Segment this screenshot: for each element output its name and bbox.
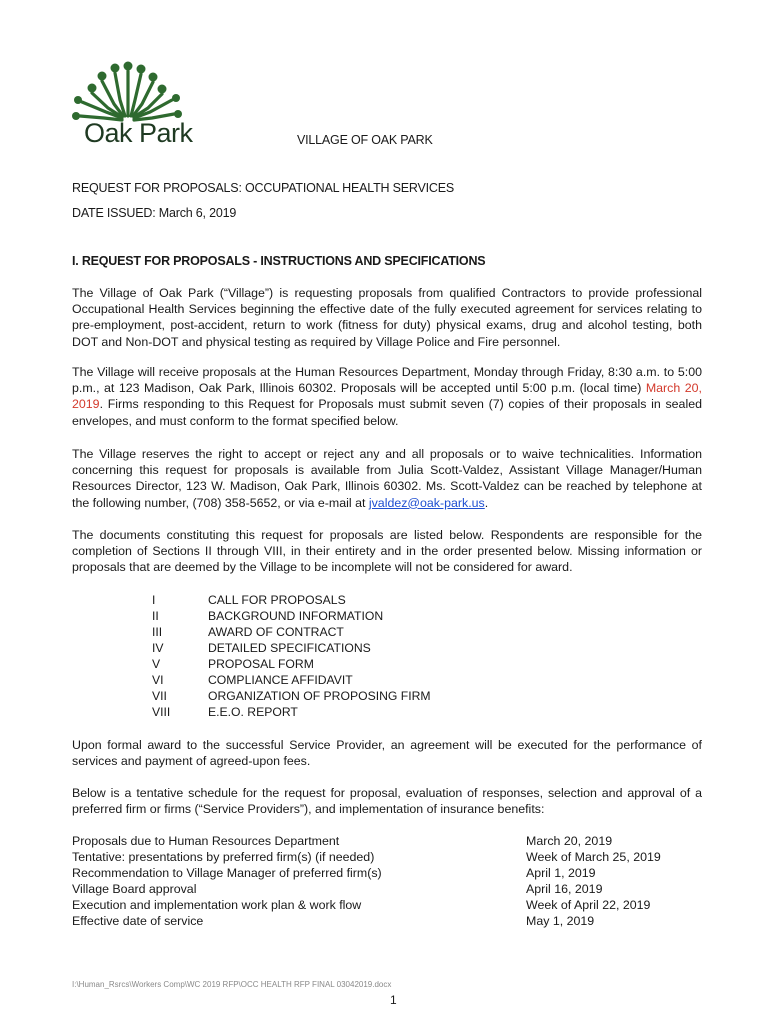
documents-paragraph: The documents constituting this request for proposals are listed below. Respondents are responsible for the completion of Sections II through VIII, in their entirety and in the order presented below. Missing information or proposals that are deemed by the Village to be incomplete will not be considered for award.	[72, 528, 702, 575]
list-item-number: III	[152, 625, 163, 639]
list-item-number: VII	[152, 689, 167, 703]
schedule-task: Execution and implementation work plan & work flow	[72, 898, 362, 912]
schedule-date: April 1, 2019	[526, 866, 596, 880]
list-item-title: BACKGROUND INFORMATION	[208, 609, 384, 623]
schedule-intro-paragraph: Below is a tentative schedule for the request for proposal, evaluation of responses, selection and approval of a preferred firm or firms (“Service Providers”), and implementation of insurance benefits:	[72, 786, 702, 817]
schedule-date: March 20, 2019	[526, 834, 613, 848]
footer-file-path: I:\Human_Rsrcs\Workers Comp\WC 2019 RFP\OCC HEALTH RFP FINAL 03042019.docx	[72, 980, 392, 989]
list-item-title: AWARD OF CONTRACT	[208, 625, 344, 639]
list-item	[152, 656, 472, 672]
schedule-date: May 1, 2019	[526, 914, 595, 928]
table-row	[72, 849, 692, 865]
schedule-task: Recommendation to Village Manager of preferred firm(s)	[72, 866, 382, 880]
schedule-task: Tentative: presentations by preferred firm(s) (if needed)	[72, 850, 375, 864]
list-item-number: VI	[152, 673, 164, 687]
deadline-date: March 20, 2019	[72, 381, 702, 412]
list-item	[152, 672, 472, 688]
intro-paragraph: The Village of Oak Park (“Village”) is requesting proposals from qualified Contractors to provide professional Occupational Health Services beginning the effective date of the fully executed agreement for services relating to pre-employment, post-accident, return to work (fitness for duty) physical exams, drug and alcohol testing, both DOT and Non-DOT and physical testing as required by Village Police and Fire personnel.	[72, 286, 702, 349]
list-item-title: COMPLIANCE AFFIDAVIT	[208, 673, 353, 687]
list-item	[152, 624, 472, 640]
contact-text-b: .	[484, 495, 489, 510]
schedule-date: Week of April 22, 2019	[526, 898, 651, 912]
village-title: VILLAGE OF OAK PARK	[297, 133, 433, 147]
schedule-task: Village Board approval	[72, 882, 197, 896]
contact-email-link[interactable]: jvaldez@oak-park.us	[368, 495, 485, 510]
schedule-task: Proposals due to Human Resources Department	[72, 834, 340, 848]
schedule-table	[72, 833, 692, 929]
submission-text-a: The Village will receive proposals at the Human Resources Department, Monday through Friday, 8:30 a.m. to 5:00 p.m., at 123 Madison, Oak Park, Illinois 60302. Proposals will be accepted until 5:00 p.m. (local time)	[72, 365, 702, 396]
table-row	[72, 913, 692, 929]
list-item-title: CALL FOR PROPOSALS	[208, 593, 346, 607]
list-item-title: ORGANIZATION OF PROPOSING FIRM	[208, 689, 431, 703]
list-item-number: I	[152, 593, 156, 607]
logo-wordmark: Oak Park	[84, 118, 193, 148]
schedule-date: Week of March 25, 2019	[526, 850, 661, 864]
table-row	[72, 865, 692, 881]
submission-paragraph	[72, 364, 702, 429]
list-item-number: IV	[152, 641, 164, 655]
document-list	[152, 592, 472, 720]
schedule-date: April 16, 2019	[526, 882, 603, 896]
page-number: 1	[390, 993, 397, 1007]
contact-text-a: The Village reserves the right to accept or reject any and all proposals or to waive technicalities. Information concerning this request for proposals is available from Julia Scott-Valdez, Assistant Village Manager/Human Resources Director, 123 W. Madison, Oak Park, Illinois 60302. Ms. Scott-Valdez can be reached by telephone at the following number, (708) 358-5652, or via e-mail at	[72, 447, 702, 510]
table-row	[72, 897, 692, 913]
list-item-title: PROPOSAL FORM	[208, 657, 314, 671]
rfp-title: REQUEST FOR PROPOSALS: OCCUPATIONAL HEALTH SERVICES	[72, 181, 455, 195]
list-item	[152, 592, 472, 608]
contact-paragraph	[72, 446, 702, 511]
list-item-title: E.E.O. REPORT	[208, 705, 298, 719]
award-paragraph: Upon formal award to the successful Service Provider, an agreement will be executed for the performance of services and payment of agreed-upon fees.	[72, 738, 702, 769]
list-item-number: II	[152, 609, 159, 623]
date-issued: DATE ISSUED: March 6, 2019	[72, 206, 237, 220]
list-item	[152, 688, 472, 704]
section-heading: I. REQUEST FOR PROPOSALS - INSTRUCTIONS AND SPECIFICATIONS	[72, 254, 486, 268]
list-item-number: V	[152, 657, 161, 671]
list-item-number: VIII	[152, 705, 171, 719]
list-item	[152, 608, 472, 624]
schedule-task: Effective date of service	[72, 914, 204, 928]
list-item	[152, 640, 472, 656]
list-item-title: DETAILED SPECIFICATIONS	[208, 641, 371, 655]
table-row	[72, 881, 692, 897]
list-item	[152, 704, 472, 720]
table-row	[72, 833, 692, 849]
submission-text-b: . Firms responding to this Request for Proposals must submit seven (7) copies of their proposals in sealed envelopes, and must conform to the format specified below.	[72, 397, 702, 428]
